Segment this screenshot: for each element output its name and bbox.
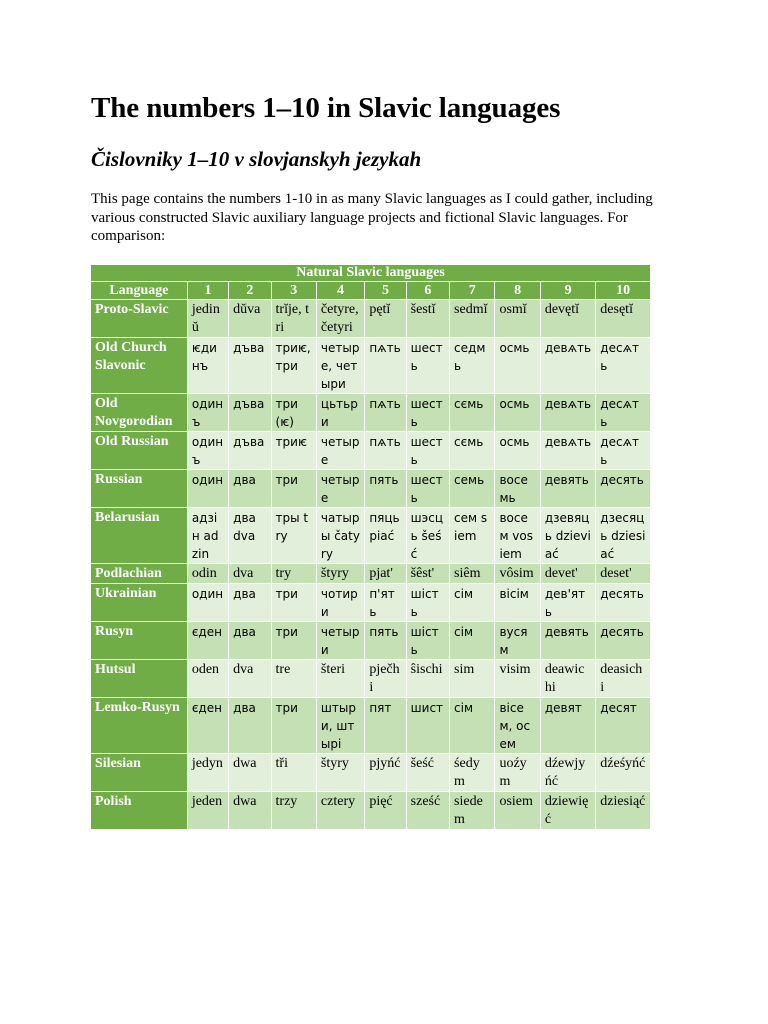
number-cell-4: четыре, четыри [316, 338, 364, 394]
number-cell-10: десять [596, 622, 651, 660]
page-subtitle: Čislovniky 1–10 v slovjanskyh jezykah [91, 147, 422, 171]
number-cell-1: jeden [187, 792, 228, 830]
number-cell-8: вісім [495, 584, 540, 622]
number-cell-8: восемь [495, 470, 540, 508]
header-number-4: 4 [316, 282, 364, 300]
number-cell-9: дзевяць dzievіać [540, 508, 595, 564]
number-cell-8: осмь [495, 338, 540, 394]
number-cell-2: два [229, 622, 271, 660]
number-cell-8: vôsim [495, 564, 540, 584]
number-cell-3: tři [271, 754, 316, 792]
number-cell-1: адзін adzin [187, 508, 228, 564]
number-cell-10: десѧть [596, 338, 651, 394]
number-cell-10: deset' [596, 564, 651, 584]
language-name: Old Church Slavonic [91, 338, 188, 394]
header-number-6: 6 [406, 282, 449, 300]
number-cell-10: dziesiąć [596, 792, 651, 830]
language-name: Lemko-Rusyn [91, 698, 188, 754]
number-cell-1: одинъ [187, 394, 228, 432]
language-name: Ukrainian [91, 584, 188, 622]
number-cell-8: вусям [495, 622, 540, 660]
language-name: Belarusian [91, 508, 188, 564]
table-row [91, 792, 651, 830]
language-name: Old Novgorodian [91, 394, 188, 432]
number-cell-10: десѧть [596, 432, 651, 470]
number-cell-6: šestĭ [406, 300, 449, 338]
table-caption: Natural Slavic languages [91, 265, 651, 282]
number-cell-8: osmĭ [495, 300, 540, 338]
number-cell-8: uoźym [495, 754, 540, 792]
language-name: Russian [91, 470, 188, 508]
number-cell-10: десять [596, 584, 651, 622]
number-cell-3: trĭje, tri [271, 300, 316, 338]
language-name: Proto-Slavic [91, 300, 188, 338]
number-cell-10: десят [596, 698, 651, 754]
number-cell-6: шесть [406, 394, 449, 432]
number-cell-2: дъва [229, 338, 271, 394]
number-cell-1: jedinŭ [187, 300, 228, 338]
number-cell-9: dźewjyńć [540, 754, 595, 792]
header-number-3: 3 [271, 282, 316, 300]
number-cell-7: седмь [450, 338, 495, 394]
language-name: Rusyn [91, 622, 188, 660]
number-cell-10: дзесяць dziesiać [596, 508, 651, 564]
number-cell-7: sim [450, 660, 495, 698]
language-name: Polish [91, 792, 188, 830]
number-cell-4: šteri [316, 660, 364, 698]
page-title: The numbers 1–10 in Slavic languages [91, 92, 561, 124]
number-cell-4: cztery [316, 792, 364, 830]
number-cell-3: три [271, 698, 316, 754]
number-cell-1: один [187, 470, 228, 508]
number-cell-8: осмь [495, 394, 540, 432]
number-cell-5: п'ять [365, 584, 406, 622]
table-row [91, 622, 651, 660]
number-cell-9: девѧть [540, 432, 595, 470]
number-cell-6: шист [406, 698, 449, 754]
number-cell-2: dwa [229, 754, 271, 792]
number-cell-7: siêm [450, 564, 495, 584]
number-cell-6: šeść [406, 754, 449, 792]
number-cell-4: štyry [316, 564, 364, 584]
table-row [91, 660, 651, 698]
number-cell-5: пять [365, 470, 406, 508]
number-cell-4: четыре [316, 470, 364, 508]
number-cell-6: ŝischi [406, 660, 449, 698]
number-cell-5: пѧть [365, 394, 406, 432]
header-number-7: 7 [450, 282, 495, 300]
number-cell-6: шість [406, 622, 449, 660]
number-cell-8: osiem [495, 792, 540, 830]
number-cell-4: цьтьри [316, 394, 364, 432]
header-number-5: 5 [365, 282, 406, 300]
number-cell-9: девять [540, 622, 595, 660]
header-language: Language [91, 282, 188, 300]
number-cell-6: шесть [406, 432, 449, 470]
table-row [91, 300, 651, 338]
number-cell-2: dŭva [229, 300, 271, 338]
header-number-9: 9 [540, 282, 595, 300]
number-cell-5: пѧть [365, 338, 406, 394]
table-row [91, 584, 651, 622]
number-cell-7: śedym [450, 754, 495, 792]
header-number-1: 1 [187, 282, 228, 300]
number-cell-4: штыри, штыpi [316, 698, 364, 754]
number-cell-2: два [229, 584, 271, 622]
number-cell-5: pječhi [365, 660, 406, 698]
number-cell-4: štyry [316, 754, 364, 792]
number-cell-7: сім [450, 584, 495, 622]
number-cell-5: пяць piać [365, 508, 406, 564]
number-cell-8: visim [495, 660, 540, 698]
number-cell-10: desętĭ [596, 300, 651, 338]
header-number-10: 10 [596, 282, 651, 300]
number-cell-10: десѧть [596, 394, 651, 432]
number-cell-2: два dva [229, 508, 271, 564]
number-cell-6: шэсць šeść [406, 508, 449, 564]
language-name: Hutsul [91, 660, 188, 698]
number-cell-9: dziewięć [540, 792, 595, 830]
number-cell-7: sedmĭ [450, 300, 495, 338]
number-cell-9: devet' [540, 564, 595, 584]
table-row [91, 432, 651, 470]
table-row [91, 470, 651, 508]
number-cell-5: pjat' [365, 564, 406, 584]
number-cell-5: pjyńć [365, 754, 406, 792]
number-cell-10: deasichi [596, 660, 651, 698]
number-cell-2: dva [229, 660, 271, 698]
table-row [91, 338, 651, 394]
number-cell-8: вісем, осем [495, 698, 540, 754]
number-cell-7: сємь [450, 432, 495, 470]
number-cell-3: тры try [271, 508, 316, 564]
number-cell-3: триѥ [271, 432, 316, 470]
number-cell-1: jedyn [187, 754, 228, 792]
number-cell-7: семь [450, 470, 495, 508]
numbers-table [90, 264, 651, 830]
number-cell-9: девят [540, 698, 595, 754]
number-cell-1: один [187, 584, 228, 622]
number-cell-6: шесть [406, 338, 449, 394]
number-cell-10: десять [596, 470, 651, 508]
number-cell-9: девѧть [540, 394, 595, 432]
number-cell-3: три [271, 584, 316, 622]
number-cell-8: осмь [495, 432, 540, 470]
number-cell-8: восем vosiem [495, 508, 540, 564]
number-cell-3: три [271, 622, 316, 660]
table-row [91, 754, 651, 792]
number-cell-9: девѧть [540, 338, 595, 394]
number-cell-5: pętĭ [365, 300, 406, 338]
number-cell-6: šêst' [406, 564, 449, 584]
table-body [91, 300, 651, 830]
number-cell-4: чотири [316, 584, 364, 622]
number-cell-5: пѧть [365, 432, 406, 470]
language-name: Old Russian [91, 432, 188, 470]
table-row [91, 394, 651, 432]
number-cell-5: pięć [365, 792, 406, 830]
number-cell-7: сем siem [450, 508, 495, 564]
number-cell-3: три(ѥ) [271, 394, 316, 432]
number-cell-3: trzy [271, 792, 316, 830]
number-cell-4: четыре [316, 432, 364, 470]
number-cell-3: три [271, 470, 316, 508]
language-name: Podlachian [91, 564, 188, 584]
number-cell-2: два [229, 470, 271, 508]
number-cell-5: пять [365, 622, 406, 660]
header-number-2: 2 [229, 282, 271, 300]
number-cell-1: odin [187, 564, 228, 584]
number-cell-7: siedem [450, 792, 495, 830]
number-cell-6: шість [406, 584, 449, 622]
table-row [91, 698, 651, 754]
number-cell-7: сім [450, 622, 495, 660]
number-cell-1: oden [187, 660, 228, 698]
number-cell-6: sześć [406, 792, 449, 830]
number-cell-2: два [229, 698, 271, 754]
number-cell-2: dva [229, 564, 271, 584]
number-cell-4: četyre, četyri [316, 300, 364, 338]
number-cell-9: devętĭ [540, 300, 595, 338]
number-cell-9: deawichi [540, 660, 595, 698]
number-cell-2: дъва [229, 432, 271, 470]
number-cell-2: dwa [229, 792, 271, 830]
number-cell-4: четыри [316, 622, 364, 660]
language-name: Silesian [91, 754, 188, 792]
number-cell-1: єден [187, 622, 228, 660]
number-cell-1: ѥдинъ [187, 338, 228, 394]
number-cell-7: сім [450, 698, 495, 754]
number-cell-3: tre [271, 660, 316, 698]
number-cell-10: dźeśyńć [596, 754, 651, 792]
header-number-8: 8 [495, 282, 540, 300]
number-cell-9: девять [540, 470, 595, 508]
number-cell-7: сємь [450, 394, 495, 432]
number-cell-3: триѥ, три [271, 338, 316, 394]
table-row [91, 564, 651, 584]
number-cell-6: шесть [406, 470, 449, 508]
number-cell-9: дев'ять [540, 584, 595, 622]
intro-paragraph: This page contains the numbers 1-10 in as many Slavic languages as I could gather, including various constructed Slavic auxiliary language projects and fictional Slavic languages. For comparison: [91, 191, 653, 244]
number-cell-3: try [271, 564, 316, 584]
number-cell-1: єден [187, 698, 228, 754]
number-cell-1: одинъ [187, 432, 228, 470]
number-cell-2: дъва [229, 394, 271, 432]
table-row [91, 508, 651, 564]
table-header-row [91, 282, 651, 300]
number-cell-4: чатыры čatyry [316, 508, 364, 564]
number-cell-5: пят [365, 698, 406, 754]
